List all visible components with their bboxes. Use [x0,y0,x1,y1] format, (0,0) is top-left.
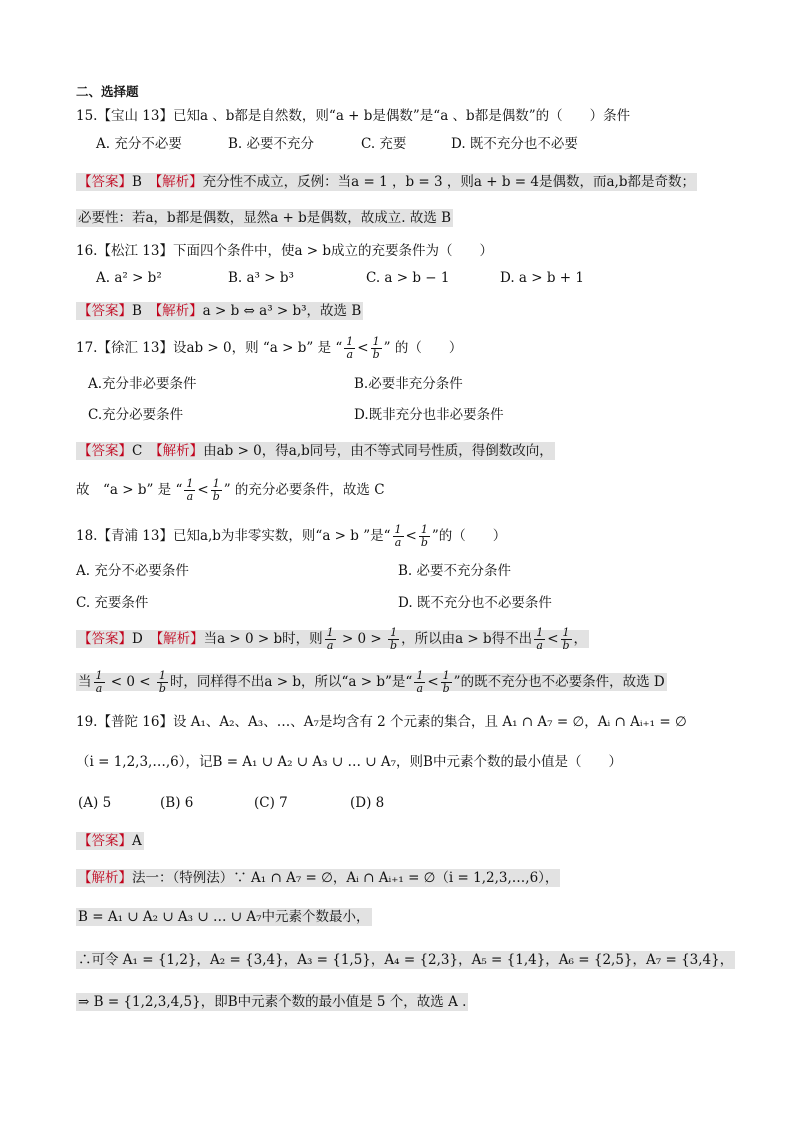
q19-analysis-line1 [76,868,560,888]
fraction-1-over-a: $\frac{1}{a}$ [186,477,194,503]
answer-label: 【答案】 [78,174,132,190]
analysis-text: a > b ⇔ a³ > b³，故选 B [202,303,362,319]
q19-analysis-line3 [76,950,735,970]
answer-value: C [132,443,143,459]
fraction-1-over-a: $\frac{1}{a}$ [346,335,354,361]
analysis-text: 当 [78,674,92,690]
answer-value: A [132,833,142,849]
fraction-1-over-b: $\frac{1}{b}$ [212,477,220,503]
analysis-text: ， [573,631,588,647]
analysis-text: 必要性：若a，b都是偶数，显然a + b是偶数，故成立. 故选 B [78,210,452,226]
analysis-label: 【解析】 [155,174,203,190]
q19-analysis-line2 [76,907,372,927]
answer-label: 【答案】 [78,303,132,319]
fraction-1-over-a: $\frac{1}{a}$ [95,669,103,695]
q16-option-d: D. a > b + 1 [500,270,584,286]
analysis-text: ∴可令 A₁ = {1,2}，A₂ = {3,4}，A₃ = {1,5}，A₄ = {2,3}，A₅ = {1,4}，A₆ = {2,5}，A₇ = {3,4}， [78,952,734,968]
q16-option-c: C. a > b − 1 [366,270,450,286]
answer-label: 【答案】 [78,631,132,647]
analysis-text: 故 “a > b” 是 “ [76,482,183,498]
q15-answer-row [76,172,697,192]
q15-option-a: A. 充分不必要 [96,136,182,152]
q18-analysis-line2: 当 $\frac{1}{a}$ < 0 < $\frac{1}{b}$ 时，同样得不出a > b，所以“a > b”是“ $\frac{1}{a}$ < $\frac{1}{b}$ ”的既不充分也不必要条件，故选 D [78,669,665,695]
q19-stem-line2: （i = 1,2,3,…,6），记B = A₁ ∪ A₂ ∪ A₃ ∪ … ∪ A₇，则B中元素个数的最小值是（ ） [76,754,622,770]
q15-option-c: C. 充要 [361,136,407,152]
q17-analysis-line2: 故 “a > b” 是 “ $\frac{1}{a}$ < $\frac{1}{b}$ ” 的充分必要条件，故选 C [76,477,385,503]
q17-option-d: D.既非充分也非必要条件 [354,407,504,423]
q15-analysis-line2 [76,208,453,228]
fraction-1-over-b: $\frac{1}{b}$ [372,335,380,361]
analysis-text: ⇒ B = {1,2,3,4,5}，即B中元素个数的最小值是 5 个，故选 A . [78,994,467,1010]
answer-label: 【答案】 [78,833,132,849]
q17-option-a: A.充分非必要条件 [88,376,197,392]
analysis-text: ，所以由a > b得不出 [401,631,533,647]
fraction-1-over-a: $\frac{1}{a}$ [394,523,402,549]
analysis-text: 由ab > 0，得a,b同号，由不等式同号性质，得倒数改向， [203,443,553,459]
fraction-1-over-b: $\frac{1}{b}$ [420,523,428,549]
answer-value: B [132,303,142,319]
q19-option-c: (C) 7 [254,795,288,811]
analysis-label: 【解析】 [155,303,203,319]
analysis-text: 充分性不成立，反例：当a = 1 ，b = 3 ，则a + b = 4是偶数，而a,b都是奇数； [202,174,695,190]
q19-stem-line1: 19.【普陀 16】设 A₁、A₂、A₃、…、A₇是均含有 2 个元素的集合，且 A₁ ∩ A₇ = ∅，Aᵢ ∩ Aᵢ₊₁ = ∅ [76,714,687,730]
analysis-label: 【解析】 [78,870,132,886]
fraction-1-over-b: $\frac{1}{b}$ [390,626,398,652]
q18-answer-row: 【答案】D 【解析】当a > 0 > b时，则 $\frac{1}{a}$ > 0 > $\frac{1}{b}$ ，所以由a > b得不出 $\frac{1}{a}$ < $\frac{1}{b}$ ， [78,626,588,652]
analysis-text: 法一：（特例法）∵ A₁ ∩ A₇ = ∅，Aᵢ ∩ Aᵢ₊₁ = ∅（i = 1,2,3,…,6）， [132,870,559,886]
fraction-1-over-b: $\frac{1}{b}$ [442,669,450,695]
stem-suffix: ”的（ ） [431,528,507,544]
q19-analysis-line4 [76,992,468,1012]
q19-answer-row [76,831,144,851]
section-title: 二、选择题 [76,84,139,99]
analysis-text: < 0 < [106,674,155,690]
analysis-text: ” 的充分必要条件，故选 C [223,482,385,498]
fraction-1-over-a: $\frac{1}{a}$ [536,626,544,652]
analysis-text: 当a > 0 > b时，则 [203,631,323,647]
q16-option-a: A. a² > b² [96,270,162,286]
fraction-1-over-a: $\frac{1}{a}$ [326,626,334,652]
answer-label: 【答案】 [78,443,132,459]
q19-option-a: (A) 5 [78,795,112,811]
analysis-label: 【解析】 [156,631,204,647]
q17-stem: 17.【徐汇 13】设ab > 0，则 “a > b” 是 “ $\frac{1}{a}$ < $\frac{1}{b}$ ” 的（ ） [76,335,463,361]
stem-suffix: ” 的（ ） [383,340,463,356]
analysis-label: 【解析】 [155,443,204,459]
q16-stem: 16.【松江 13】下面四个条件中，使a > b成立的充要条件为（ ） [76,243,494,259]
answer-value: D [132,631,143,647]
analysis-text: B = A₁ ∪ A₂ ∪ A₃ ∪ … ∪ A₇中元素个数最小， [78,909,370,925]
q16-option-b: B. a³ > b³ [228,270,294,286]
q18-option-c: C. 充要条件 [76,595,149,611]
q17-option-c: C.充分必要条件 [88,407,184,423]
q18-option-d: D. 既不充分也不必要条件 [398,595,552,611]
q18-option-a: A. 充分不必要条件 [76,563,189,579]
q15-option-b: B. 必要不充分 [228,136,315,152]
answer-value: B [132,174,142,190]
fraction-1-over-b: $\frac{1}{b}$ [562,626,570,652]
q16-answer-row [76,301,363,321]
stem-prefix: 17.【徐汇 13】设ab > 0，则 “a > b” 是 “ [76,340,343,356]
fraction-1-over-b: $\frac{1}{b}$ [158,669,166,695]
q18-option-b: B. 必要不充分条件 [398,563,512,579]
q17-option-b: B.必要非充分条件 [354,376,463,392]
q18-stem: 18.【青浦 13】已知a,b为非零实数，则“a > b ”是“ $\frac{1}{a}$ < $\frac{1}{b}$ ”的（ ） [76,523,507,549]
q15-option-d: D. 既不充分也不必要 [451,136,578,152]
analysis-text: ”的既不充分也不必要条件，故选 D [453,674,665,690]
q15-stem: 15.【宝山 13】已知a 、b都是自然数，则“a + b是偶数”是“a 、b都是偶数”的（ ）条件 [76,108,631,124]
q19-option-d: (D) 8 [350,795,385,811]
q17-answer-row [76,441,555,461]
analysis-text: 时，同样得不出a > b，所以“a > b”是“ [169,674,413,690]
stem-prefix: 18.【青浦 13】已知a,b为非零实数，则“a > b ”是“ [76,528,391,544]
fraction-1-over-a: $\frac{1}{a}$ [416,669,424,695]
q19-option-b: (B) 6 [160,795,194,811]
analysis-text: > 0 > [337,631,387,647]
